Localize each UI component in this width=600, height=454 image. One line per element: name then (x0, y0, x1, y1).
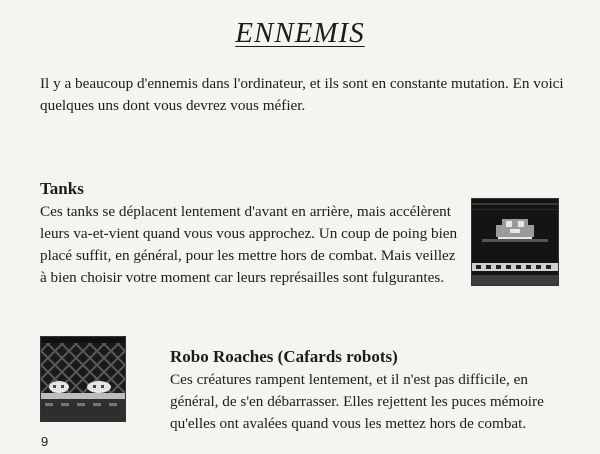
roaches-description: Ces créatures rampent lentement, et il n'est pas difficile, en général, de s'en débarrasser. Elles rejettent les puces mémoire qu'elles ont avalées quand vous les mettez hors de combat. (170, 371, 544, 432)
tanks-screenshot (471, 198, 559, 286)
roaches-heading: Robo Roaches (Cafards robots) (170, 347, 398, 366)
page-number: 9 (41, 434, 49, 449)
roaches-screenshot (40, 336, 126, 422)
page-title: ENNEMIS (235, 17, 365, 49)
tanks-description: Ces tanks se déplacent lentement d'avant en arrière, mais accélèrent leurs va-et-vient quand vous vous approchez. Un coup de poing bien placé suffit, en général, pour les mettre hors de combat. Mais veillez à bien choisir votre moment car leurs représailles sont fulgurantes. (40, 203, 458, 286)
tanks-heading: Tanks (40, 179, 84, 198)
intro-paragraph: Il y a beaucoup d'ennemis dans l'ordinateur, et ils sont en constante mutation. En voici quelques uns dont vous devrez vous méfier. (40, 75, 564, 114)
tank-sprite-image (472, 199, 558, 285)
roach-sprite-image (41, 337, 125, 421)
